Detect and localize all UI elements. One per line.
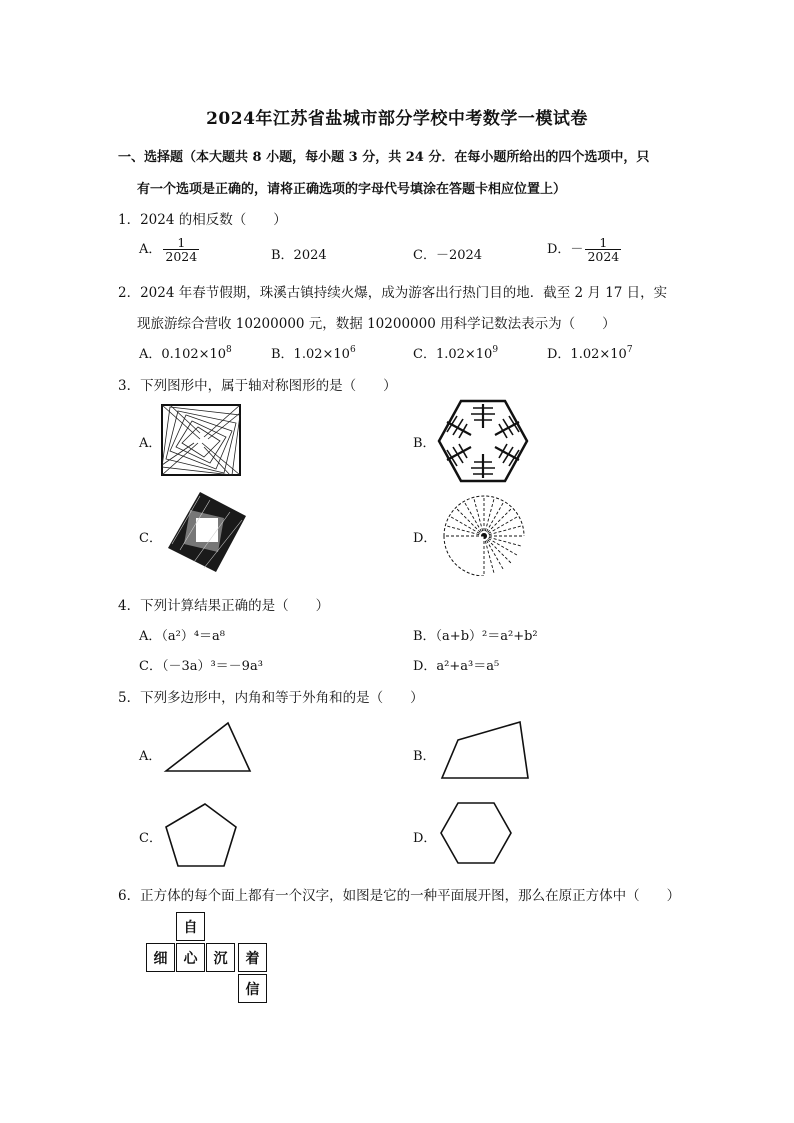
- question-2-line2: 现旅游综合营收 10200000 元，数据 10200000 用科学记数法表示为（ ）: [137, 316, 616, 332]
- q1-option-a-label: A．: [139, 242, 162, 258]
- q4-option-a[interactable]: A．（a²）⁴＝a⁸: [139, 629, 226, 644]
- cube-net-face-xin2: 信: [238, 974, 267, 1003]
- fan-ray: [484, 501, 504, 536]
- question-1-stem: 1．2024 的相反数（ ）: [118, 212, 287, 228]
- question-2-line1: 2．2024 年春节假期，珠溪古镇持续火爆，成为游客出行热门目的地．截至 2 月 17 日，实: [118, 285, 668, 301]
- q5-figure-d-hexagon: [438, 800, 514, 866]
- cube-net-face-xin: 心: [176, 943, 205, 972]
- q5-option-a[interactable]: A．: [139, 749, 162, 764]
- q2-c-exponent: 9: [492, 345, 499, 355]
- q5-option-c[interactable]: C．: [139, 831, 162, 846]
- cube-net-face-xi: 细: [146, 943, 175, 972]
- q3-option-c[interactable]: C．: [139, 531, 162, 546]
- cube-net-face-zi: 自: [176, 912, 205, 941]
- q5-option-b[interactable]: B．: [413, 749, 436, 764]
- section-header-line1: 一、选择题（本大题共 8 小题，每小题 3 分，共 24 分．在每小题所给出的四个选项中，只: [118, 150, 650, 165]
- q3-option-b[interactable]: B．: [413, 436, 436, 451]
- q2-a-exponent: 8: [226, 345, 232, 355]
- q4-option-d[interactable]: D．a²+a³＝a⁵: [413, 659, 500, 674]
- fan-ray: [484, 536, 504, 571]
- q2-option-c[interactable]: [413, 343, 498, 362]
- q5-figure-c-pentagon: [162, 800, 240, 872]
- section-header-line2: 有一个选项是正确的，请将正确选项的字母代号填涂在答题卡相应位置上）: [137, 182, 567, 197]
- q3-figure-d-dashed-fan: [436, 492, 532, 576]
- q1-option-d-fraction: [585, 236, 621, 263]
- q2-a-text: A．0.102×10: [139, 347, 227, 362]
- q1-option-c[interactable]: C．－2024: [413, 248, 483, 263]
- q3-figure-b-hexagon-pattern: [437, 398, 529, 484]
- q5-option-d[interactable]: D．: [413, 831, 437, 846]
- question-6-stem: 6．正方体的每个面上都有一个汉字，如图是它的一种平面展开图，那么在原正方体中（ ）: [118, 888, 681, 904]
- q4-option-c[interactable]: C．（－3a）³＝－9a³: [139, 659, 263, 674]
- question-3-stem: 3．下列图形中，属于轴对称图形的是（ ）: [118, 378, 397, 394]
- q2-b-text: B．1.02×10: [271, 347, 350, 362]
- q2-option-b[interactable]: [271, 343, 356, 362]
- cube-net-face-chen: 沉: [206, 943, 235, 972]
- q3-figure-a-spiral-squares: [160, 403, 242, 477]
- q2-d-exponent: 7: [626, 345, 633, 355]
- q1-option-b[interactable]: B．2024: [271, 248, 327, 263]
- q3-option-a[interactable]: A．: [139, 436, 162, 451]
- q1-a-denominator: 2024: [165, 249, 198, 265]
- q5-figure-a-triangle: [160, 718, 260, 776]
- q4-option-b[interactable]: B．（a+b）²＝a²+b²: [413, 629, 538, 644]
- q3-option-d[interactable]: D．: [413, 531, 437, 546]
- fan-ray: [484, 536, 519, 556]
- q2-option-d[interactable]: [547, 343, 633, 362]
- q1-d-denominator: 2024: [587, 249, 620, 265]
- q1-option-d-label: D．－: [547, 242, 584, 258]
- fan-ray: [484, 516, 519, 536]
- q1-option-a-fraction: [163, 236, 199, 263]
- exam-title: 2024年江苏省盐城市部分学校中考数学一模试卷: [206, 109, 588, 129]
- q1-option-a[interactable]: [139, 236, 201, 263]
- q2-option-a[interactable]: [139, 343, 232, 362]
- question-4-stem: 4．下列计算结果正确的是（ ）: [118, 598, 330, 614]
- question-5-stem: 5．下列多边形中，内角和等于外角和的是（ ）: [118, 690, 424, 706]
- fan-ray: [464, 501, 484, 536]
- fan-ray: [449, 516, 484, 536]
- q1-option-d[interactable]: [547, 236, 623, 263]
- q3-figure-c-dark-square: [160, 490, 248, 574]
- q2-c-text: C．1.02×10: [413, 347, 493, 362]
- q2-d-text: D．1.02×10: [547, 347, 627, 362]
- q2-b-exponent: 6: [349, 345, 356, 355]
- q1-d-numerator: 1: [599, 235, 608, 250]
- cube-net-face-zhuo: 着: [238, 943, 267, 972]
- q5-figure-b-quadrilateral: [438, 718, 534, 782]
- q1-a-numerator: 1: [177, 235, 186, 250]
